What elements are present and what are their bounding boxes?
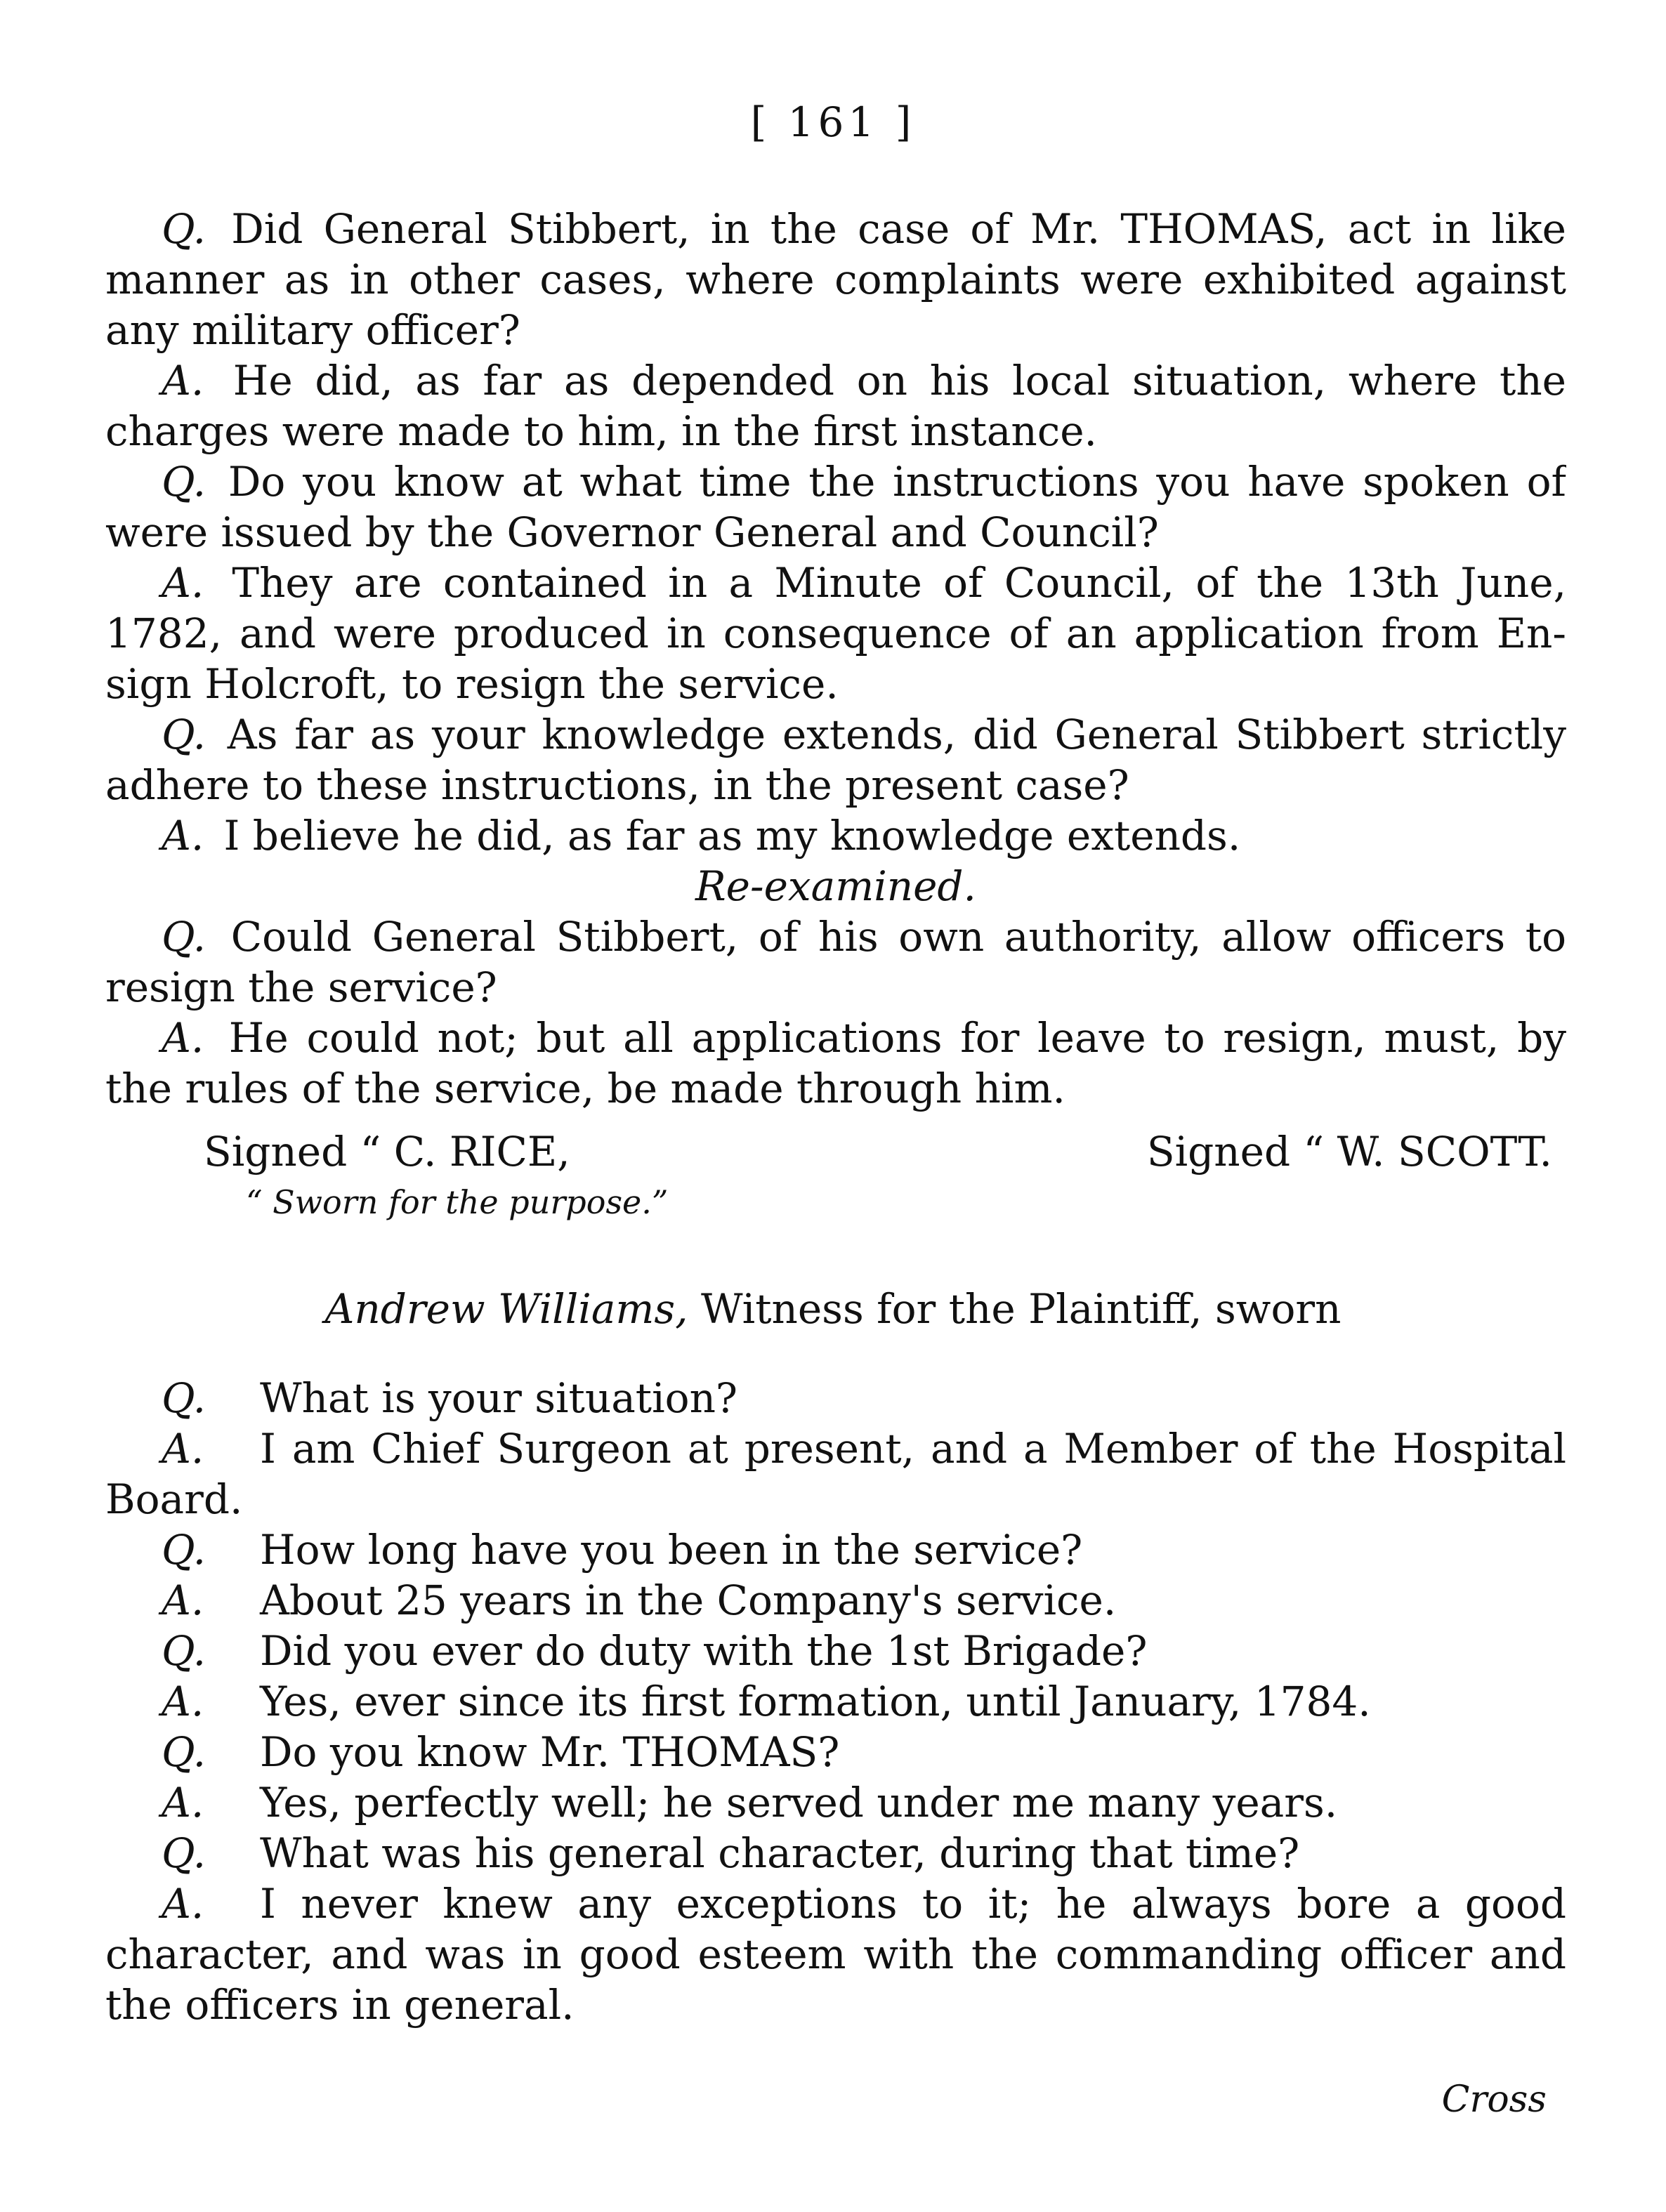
qa-tag: A. xyxy=(162,559,204,607)
testimony-block-rice-scott xyxy=(105,204,1566,1227)
text-line: A. Yes, ever since its first formation, until January, 1784. xyxy=(162,1678,1371,1725)
text-line: Q. As far as your knowledge extends, did General Stibbert strictly xyxy=(162,711,1566,758)
qa-tag: Q. xyxy=(162,913,206,961)
text-line: character, and was in good esteem with the commanding officer and xyxy=(105,1930,1566,1978)
qa-tag: A. xyxy=(162,1678,204,1725)
page-number: [ 161 ] xyxy=(750,98,916,146)
text-line: A. I am Chief Surgeon at present, and a Member of the Hospital xyxy=(162,1425,1566,1473)
text-line: A. He could not; but all applications for leave to resign, must, by xyxy=(162,1014,1566,1062)
signature-rice: Signed “ C. RICE, xyxy=(204,1128,570,1176)
sworn-note: “ Sworn for the purpose.” xyxy=(246,1183,669,1221)
qa-tag: A. xyxy=(162,1576,204,1624)
text-line: Q. Did you ever do duty with the 1st Brigade? xyxy=(162,1627,1148,1675)
text-line: Q. Do you know at what time the instructions you have spoken of xyxy=(162,458,1566,506)
qa-tag: Q. xyxy=(162,711,206,758)
qa-tag: Q. xyxy=(162,1526,206,1574)
qa-tag: Q. xyxy=(162,1627,206,1675)
text-line: adhere to these instructions, in the present case? xyxy=(105,761,1129,809)
text-line: A. About 25 years in the Company's service. xyxy=(162,1576,1117,1624)
signature-row xyxy=(105,1126,1566,1177)
text-line: Board. xyxy=(105,1475,243,1523)
signature-scott: Signed “ W. SCOTT. xyxy=(1146,1128,1552,1176)
text-line: A. I never knew any exceptions to it; he always bore a good xyxy=(162,1880,1566,1928)
text-line: manner as in other cases, where complaints were exhibited against xyxy=(105,256,1566,303)
qa-tag: A. xyxy=(162,1779,204,1826)
catchword: Cross xyxy=(1441,2079,1547,2121)
qa-tag: A. xyxy=(162,1425,204,1473)
text-line: resign the service? xyxy=(105,963,497,1011)
testimony-block-williams xyxy=(105,1373,1566,2030)
text-line: Q. Did General Stibbert, in the case of Mr. THOMAS, act in like xyxy=(162,205,1566,253)
text-line: any military officer? xyxy=(105,306,520,354)
text-line: Q. What was his general character, during that time? xyxy=(162,1829,1300,1877)
text-line: A. Yes, perfectly well; he served under me many years. xyxy=(162,1779,1338,1826)
text-line: charges were made to him, in the first instance. xyxy=(105,407,1097,455)
section-heading-reexamined: Re-examined. xyxy=(695,862,976,910)
text-line: were issued by the Governor General and Council? xyxy=(105,508,1159,556)
text-line: Q. What is your situation? xyxy=(162,1374,738,1422)
text-line: Q. How long have you been in the service? xyxy=(162,1526,1083,1574)
text-line: A. They are contained in a Minute of Council, of the 13th June, xyxy=(162,559,1566,607)
qa-tag: Q. xyxy=(162,1728,206,1776)
qa-tag: Q. xyxy=(162,1829,206,1877)
qa-tag: Q. xyxy=(162,205,206,253)
qa-tag: A. xyxy=(162,1014,204,1062)
witness-heading xyxy=(0,1285,1666,1333)
text-line: the rules of the service, be made through him. xyxy=(105,1065,1065,1112)
witness-name: Andrew Williams, xyxy=(324,1285,688,1333)
text-line: Q. Do you know Mr. THOMAS? xyxy=(162,1728,840,1776)
qa-tag: A. xyxy=(162,1880,204,1928)
qa-tag: Q. xyxy=(162,458,206,506)
text-line: sign Holcroft, to resign the service. xyxy=(105,660,839,708)
text-line: the officers in general. xyxy=(105,1981,575,2029)
text-line: 1782, and were produced in consequence of an application from En- xyxy=(105,610,1566,657)
text-line: A. I believe he did, as far as my knowledge extends. xyxy=(162,812,1241,860)
qa-tag: A. xyxy=(162,357,204,404)
text-line: Q. Could General Stibbert, of his own authority, allow officers to xyxy=(162,913,1566,961)
qa-tag: Q. xyxy=(162,1374,206,1422)
text-line: A. He did, as far as depended on his local situation, where the xyxy=(162,357,1566,404)
qa-tag: A. xyxy=(162,812,204,860)
witness-description: Witness for the Plaintiff, sworn xyxy=(701,1285,1342,1333)
